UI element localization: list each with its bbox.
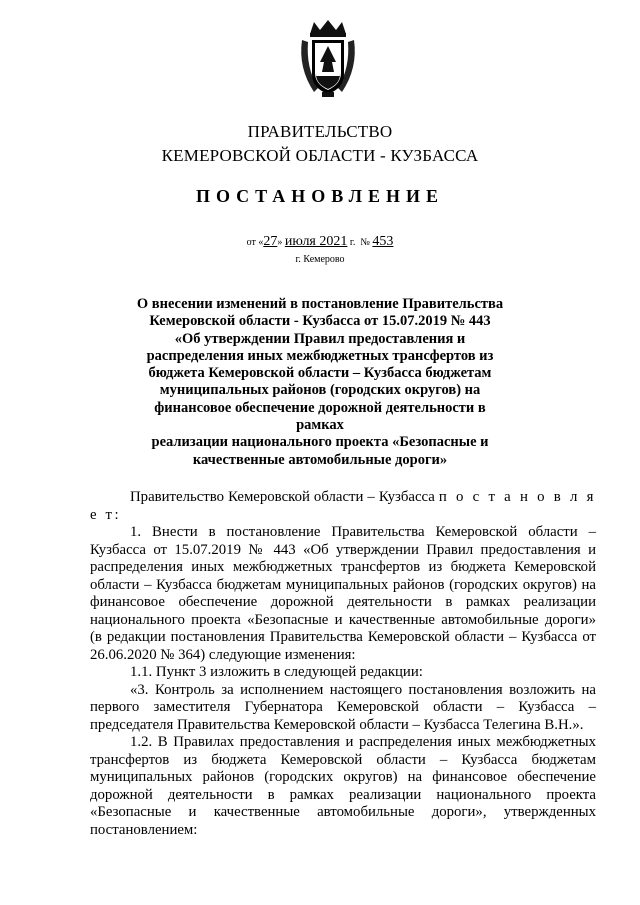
intro-paragraph — [90, 489, 596, 524]
title-line: распределения иных межбюджетных трансфертов из — [146, 347, 494, 364]
decrees-word: п о с т а н о в л я е т: — [90, 489, 596, 523]
org-name-line1: ПРАВИТЕЛЬСТВО — [247, 122, 393, 141]
date-prefix: от « — [246, 237, 264, 248]
date-mid: » — [277, 237, 283, 248]
title-line: муниципальных районов (городских округов) на — [159, 382, 481, 399]
title-line: «Об утверждении Правил предоставления и — [174, 330, 466, 347]
intro-text: Правительство Кемеровской области – Кузбасса — [130, 489, 435, 505]
document-body — [90, 489, 596, 839]
title-line: бюджета Кемеровской области – Кузбасса бюджетам — [148, 365, 492, 382]
document-number: 453 — [372, 234, 394, 249]
date-month-year: июля 2021 — [284, 234, 348, 249]
org-name-line2: КЕМЕРОВСКОЙ ОБЛАСТИ - КУЗБАССА — [161, 146, 479, 165]
date-day: 27 — [263, 234, 278, 249]
document-type: ПОСТАНОВЛЕНИЕ — [195, 186, 445, 206]
title-line: О внесении изменений в постановление Правительства — [136, 296, 504, 312]
city: г. Кемерово — [295, 254, 345, 265]
date-line — [0, 234, 640, 250]
paragraph-1-2: 1.2. В Правилах предоставления и распределения иных межбюджетных трансфертов из бюджета Кемеровской области – Кузбасса бюджетам муниципальных районов (городских округов) на финансовое обеспечение дорожной деятельности в рамках реализации национального проекта «Безопасные и качественные автомобильные дороги», утвержденных постановлением: — [90, 734, 596, 838]
coat-of-arms-icon — [296, 18, 360, 100]
title-line: финансовое обеспечение дорожной деятельности в рамках — [154, 399, 486, 434]
paragraph-1-1-quote: «3. Контроль за исполнением настоящего постановления возложить на первого заместителя Губернатора Кемеровской области – Кузбасса – председателя Правительства Кемеровской области – Кузбасса Телегина В.Н.». — [90, 681, 596, 733]
number-label: № — [360, 237, 370, 248]
paragraph-1: 1. Внести в постановление Правительства Кемеровской области – Кузбасса от 15.07.2019 № 443 «Об утверждении Правил предоставления и распределения иных межбюджетных трансфертов из бюджета Кемеровской области – Кузбасса бюджетам муниципальных районов (городских округов) на финансовое обеспечение дорожной деятельности в рамках реализации национального проекта «Безопасные и качественные автомобильные дороги» (в редакции постановления Правительства Кемеровской области – Кузбасса от 26.06.2020 № 364) следующие изменения: — [90, 524, 596, 663]
paragraph-1-1: 1.1. Пункт 3 изложить в следующей редакции: — [130, 664, 423, 680]
title-line: качественные автомобильные дороги» — [192, 451, 448, 468]
title-line: Кемеровской области - Кузбасса от 15.07.2019 № 443 — [149, 313, 491, 330]
document-title — [130, 296, 510, 469]
title-line: реализации национального проекта «Безопасные и — [151, 434, 489, 451]
date-suffix: г. — [349, 237, 356, 248]
